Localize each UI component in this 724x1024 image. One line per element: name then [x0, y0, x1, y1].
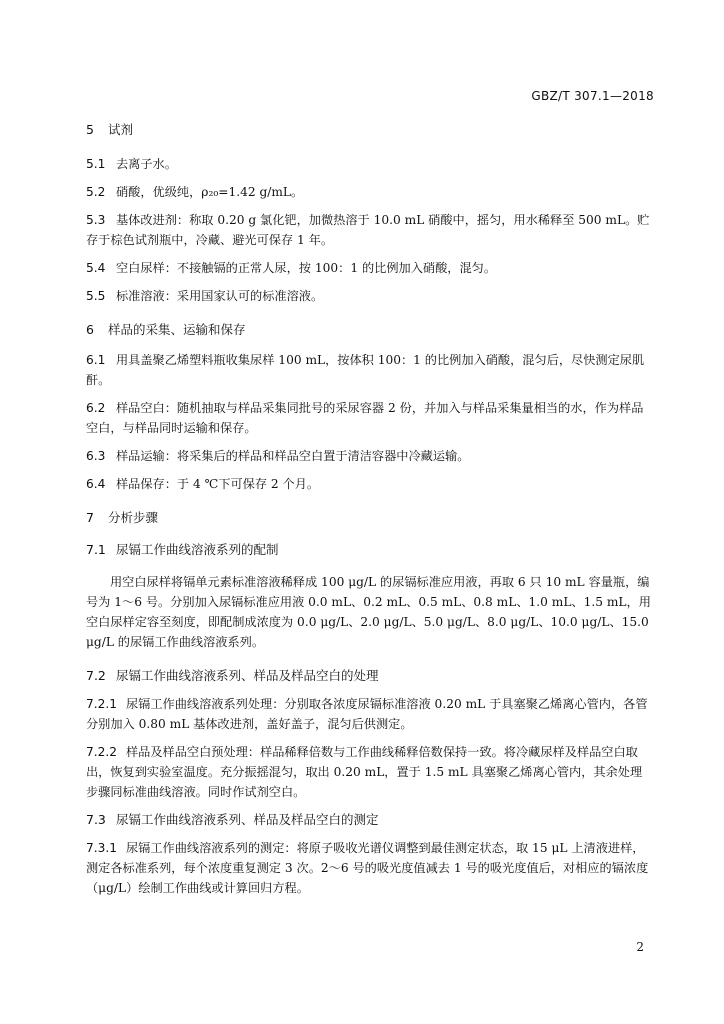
clause-number: 6.3 — [86, 449, 106, 463]
clause-5-2 — [86, 182, 654, 202]
clause-7-2-1 — [86, 694, 654, 734]
section-title: 试剂 — [108, 122, 134, 137]
clause-text: 样品及样品空白预处理：样品稀释倍数与工作曲线稀释倍数保持一致。将冷藏尿样及样品空白取出，恢复到实验室温度。充分振摇混匀，取出 0.20 mL，置于 1.5 mL 具塞聚乙烯离心管内，其余处理步骤同标准曲线溶液。同时作试剂空白。 — [86, 745, 643, 799]
clause-text: 用具盖聚乙烯塑料瓶收集尿样 100 mL，按体积 100：1 的比例加入硝酸，混匀后，尽快测定尿肌酐。 — [86, 353, 645, 387]
clause-number: 5.5 — [86, 289, 106, 303]
section-5-heading — [86, 120, 654, 140]
clause-number: 5.1 — [86, 157, 106, 171]
clause-text: 尿镉工作曲线溶液系列处理：分别取各浓度尿镉标准溶液 0.20 mL 于具塞聚乙烯离心管内，各管分别加入 0.80 mL 基体改进剂，盖好盖子，混匀后供测定。 — [86, 697, 648, 731]
section-6-heading — [86, 320, 654, 340]
clause-text: 去离子水。 — [116, 157, 177, 171]
clause-6-2 — [86, 398, 654, 438]
section-number: 7 — [86, 510, 94, 525]
clause-number: 6.1 — [86, 353, 106, 367]
subsection-7-2-heading — [86, 666, 654, 686]
clause-number: 6.2 — [86, 401, 106, 415]
clause-5-5 — [86, 286, 654, 306]
subsection-title: 尿镉工作曲线溶液系列、样品及样品空白的处理 — [116, 668, 379, 683]
subsection-7-3-heading — [86, 810, 654, 830]
section-number: 5 — [86, 122, 94, 137]
section-number: 6 — [86, 322, 94, 337]
subsection-title: 尿镉工作曲线溶液系列、样品及样品空白的测定 — [116, 812, 379, 827]
clause-text: 样品保存：于 4 ℃下可保存 2 个月。 — [116, 477, 320, 491]
clause-number: 6.4 — [86, 477, 106, 491]
clause-number: 5.4 — [86, 261, 106, 275]
clause-text: 标准溶液：采用国家认可的标准溶液。 — [116, 289, 324, 303]
clause-5-1 — [86, 154, 654, 174]
clause-text: 样品空白：随机抽取与样品采集同批号的采尿容器 2 份，并加入与样品采集量相当的水，作为样品空白，与样品同时运输和保存。 — [86, 401, 644, 435]
section-title: 样品的采集、运输和保存 — [108, 322, 246, 337]
page-number: 2 — [636, 940, 644, 954]
clause-number: 5.3 — [86, 213, 106, 227]
document-body — [86, 120, 654, 898]
clause-6-3 — [86, 446, 654, 466]
subsection-number: 7.2 — [86, 668, 106, 683]
document-id-header: GBZ/T 307.1—2018 — [531, 89, 654, 103]
clause-number: 7.2.1 — [86, 697, 118, 711]
clause-5-3 — [86, 210, 654, 250]
subsection-7-1-heading — [86, 540, 654, 560]
clause-text: 样品运输：将采集后的样品和样品空白置于清洁容器中冷藏运输。 — [116, 449, 470, 463]
clause-text: 空白尿样：不接触镉的正常人尿，按 100：1 的比例加入硝酸，混匀。 — [116, 261, 497, 275]
clause-6-1 — [86, 350, 654, 390]
clause-7-3-1 — [86, 838, 654, 898]
clause-number: 5.2 — [86, 185, 106, 199]
section-title: 分析步骤 — [108, 510, 159, 525]
clause-text: 基体改进剂：称取 0.20 g 氯化钯，加微热溶于 10.0 mL 硝酸中，摇匀，用水稀释至 500 mL。贮存于棕色试剂瓶中，冷藏、避光可保存 1 年。 — [86, 213, 650, 247]
clause-number: 7.2.2 — [86, 745, 118, 759]
section-7-heading — [86, 508, 654, 528]
clause-5-4 — [86, 258, 654, 278]
clause-text: 尿镉工作曲线溶液系列的测定：将原子吸收光谱仪调整到最佳测定状态，取 15 μL 上清液进样，测定各标准系列，每个浓度重复测定 3 次。2～6 号的吸光度值减去 1 号的吸光度值后，对相应的镉浓度（μg/L）绘制工作曲线或计算回归方程。 — [86, 841, 649, 895]
clause-7-2-2 — [86, 742, 654, 802]
clause-number: 7.3.1 — [86, 841, 118, 855]
subsection-title: 尿镉工作曲线溶液系列的配制 — [116, 542, 279, 557]
subsection-number: 7.3 — [86, 812, 106, 827]
clause-6-4 — [86, 474, 654, 494]
subsection-number: 7.1 — [86, 542, 106, 557]
paragraph-7-1: 用空白尿样将镉单元素标准溶液稀释成 100 μg/L 的尿镉标准应用液，再取 6 只 10 mL 容量瓶，编号为 1～6 号。分别加入尿镉标准应用液 0.0 mL、0.2 mL、0.5 mL、0.8 mL、1.0 mL、1.5 mL，用空白尿样定容至刻度，即配制成浓度为 0.0 μg/L、2.0 μg/L、5.0 μg/L、8.0 μg/L、10.0 μg/L、15.0 μg/L 的尿镉工作曲线溶液系列。 — [86, 575, 651, 649]
clause-text: 硝酸，优级纯，ρ₂₀=1.42 g/mL。 — [116, 185, 304, 199]
